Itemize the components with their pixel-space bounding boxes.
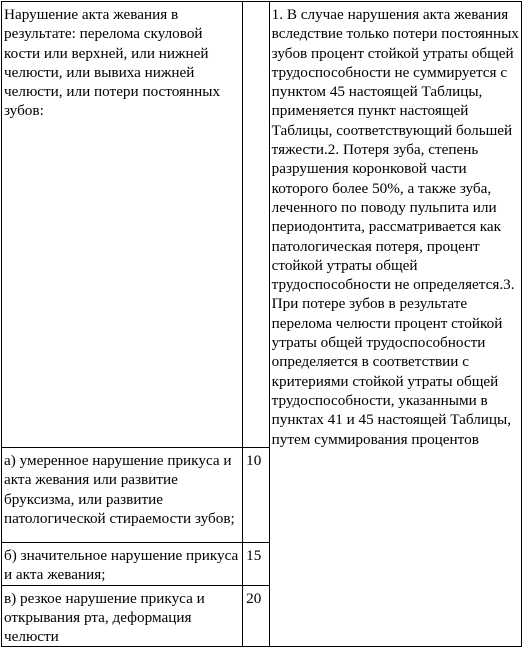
percent-cell: 20 (243, 585, 270, 647)
criteria-table (1, 1, 522, 647)
description-cell: в) резкое нарушение прикуса и открывания рта, деформация челюсти (2, 585, 243, 647)
description-cell: Нарушение акта жевания в результате: перелома скуловой кости или верхней, или нижней челюсти, или вывиха нижней челюсти, или потери постоянных зубов: (2, 2, 243, 448)
description-cell: б) значительное нарушение прикуса и акта жевания; (2, 543, 243, 586)
percent-cell: 10 (243, 448, 270, 543)
table-row (2, 2, 522, 448)
percent-cell (243, 2, 270, 448)
description-cell: а) умеренное нарушение прикуса и акта жевания или развитие бруксизма, или развитие патологической стираемости зубов; (2, 448, 243, 543)
note-cell: 1. В случае нарушения акта жевания вследствие только потери постоянных зубов процент стойкой утраты общей трудоспособности не суммируется с пунктом 45 настоящей Таблицы, применяется пункт настоящей Таблицы, соответствующий большей тяжести.2. Потеря зуба, степень разрушения коронковой части которого более 50%, а также зуба, леченного по поводу пульпита или периодонтита, рассматривается как патологическая потеря, процент стойкой утраты общей трудоспособности не определяется.3. При потере зубов в результате перелома челюсти процент стойкой утраты общей трудоспособности определяется в соответствии с критериями стойкой утраты общей трудоспособности, указанными в пунктах 41 и 45 настоящей Таблицы, путем суммирования процентов (269, 2, 521, 647)
percent-cell: 15 (243, 543, 270, 586)
